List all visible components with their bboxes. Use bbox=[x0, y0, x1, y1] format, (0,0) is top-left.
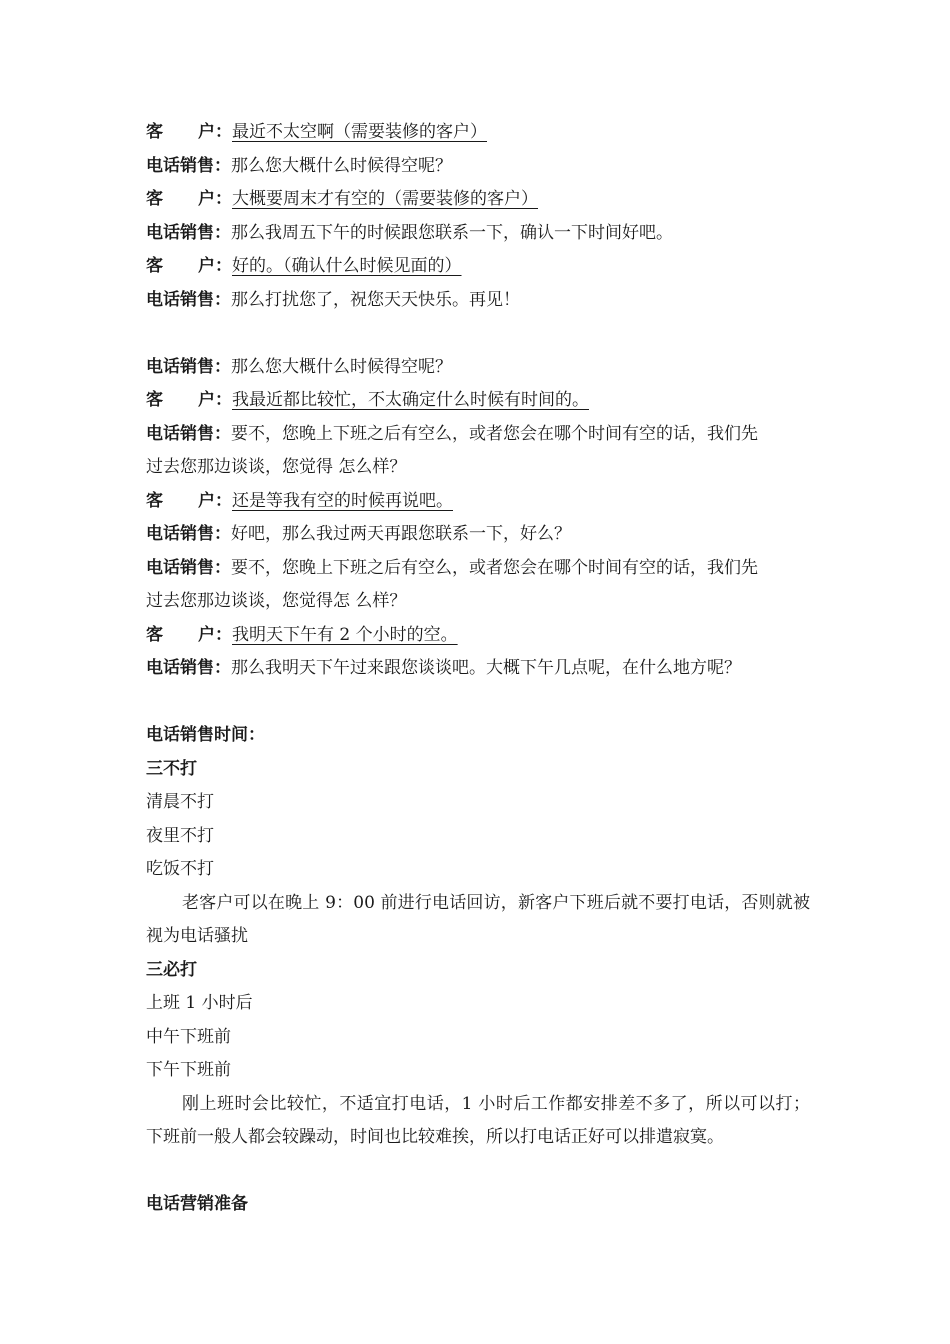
dialog-line bbox=[146, 384, 810, 418]
sales-line: 那么打扰您了，祝您天天快乐。再见！ bbox=[231, 289, 520, 310]
dialog-line bbox=[146, 116, 810, 150]
speaker-sales: 电话销售 bbox=[146, 222, 214, 243]
colon: ： bbox=[215, 624, 232, 645]
colon: ： bbox=[214, 289, 231, 310]
sales-line: 好吧，那么我过两天再跟您联系一下，好么？ bbox=[231, 524, 571, 544]
colon: ： bbox=[214, 155, 231, 176]
sales-line: 要不，您晚上下班之后有空么，或者您会在哪个时间有空的话，我们先 bbox=[231, 423, 758, 444]
customer-reply: 我明天下午有 2 个小时的空。 bbox=[232, 624, 458, 645]
speaker-sales: 电话销售 bbox=[146, 289, 214, 310]
colon: ： bbox=[215, 122, 232, 142]
colon: ： bbox=[214, 423, 231, 444]
sales-line: 要不，您晚上下班之后有空么，或者您会在哪个时间有空的话，我们先 bbox=[231, 557, 758, 578]
speaker-customer: 客 户 bbox=[146, 189, 215, 209]
speaker-customer: 客 户 bbox=[146, 490, 215, 511]
speaker-customer: 客 户 bbox=[146, 122, 215, 142]
colon: ： bbox=[214, 557, 231, 578]
speaker-sales: 电话销售 bbox=[146, 524, 214, 544]
colon: ： bbox=[215, 490, 232, 511]
speaker-sales: 电话销售 bbox=[146, 155, 214, 176]
list-item: 清晨不打 bbox=[146, 792, 214, 812]
dialog-line bbox=[146, 351, 810, 385]
colon: ： bbox=[214, 524, 231, 544]
list-item: 吃饭不打 bbox=[146, 859, 214, 879]
dialog-line bbox=[146, 552, 810, 586]
document-body bbox=[146, 116, 810, 1222]
dialog-line bbox=[146, 652, 810, 686]
customer-reply: 好的。（确认什么时候见面的） bbox=[232, 256, 462, 276]
list-item: 中午下班前 bbox=[146, 1026, 231, 1047]
paragraph-gap bbox=[146, 317, 810, 351]
customer-reply: 我最近都比较忙，不太确定什么时候有时间的。 bbox=[232, 390, 589, 410]
colon: ： bbox=[215, 189, 232, 209]
customer-reply: 大概要周末才有空的（需要装修的客户） bbox=[232, 189, 538, 209]
sales-line: 那么您大概什么时候得空呢？ bbox=[231, 356, 452, 377]
dialog-line bbox=[146, 284, 810, 318]
dialog-line bbox=[146, 217, 810, 251]
dialog-line bbox=[146, 619, 810, 653]
sales-line: 那么我明天下午过来跟您谈谈吧。大概下午几点呢，在什么地方呢？ bbox=[231, 658, 741, 678]
dialog-line bbox=[146, 150, 810, 184]
colon: ： bbox=[215, 256, 232, 276]
sales-line: 那么您大概什么时候得空呢？ bbox=[231, 155, 452, 176]
dialog-line-continued bbox=[146, 585, 810, 619]
list-item: 上班 1 小时后 bbox=[146, 993, 253, 1013]
dialog-line bbox=[146, 518, 810, 552]
speaker-sales: 电话销售 bbox=[146, 557, 214, 578]
section-heading-timing: 电话销售时间： bbox=[146, 725, 265, 745]
subheading-no-call: 三不打 bbox=[146, 758, 197, 779]
paragraph-gap bbox=[146, 686, 810, 720]
sales-line: 那么我周五下午的时候跟您联系一下，确认一下时间好吧。 bbox=[231, 222, 673, 243]
colon: ： bbox=[214, 222, 231, 243]
sales-line: 过去您那边谈谈，您觉得怎 么样？ bbox=[146, 591, 407, 611]
dialog-line bbox=[146, 418, 810, 452]
colon: ： bbox=[214, 658, 231, 678]
note-paragraph: 老客户可以在晚上 9：00 前进行电话回访，新客户下班后就不要打电话，否则就被视为电话骚扰 bbox=[146, 892, 810, 946]
dialog-line bbox=[146, 485, 810, 519]
colon: ： bbox=[214, 356, 231, 377]
list-item: 下午下班前 bbox=[146, 1060, 231, 1080]
subheading-must-call: 三必打 bbox=[146, 959, 197, 980]
section-heading-prep: 电话营销准备 bbox=[146, 1194, 248, 1214]
list-item: 夜里不打 bbox=[146, 825, 214, 846]
speaker-customer: 客 户 bbox=[146, 256, 215, 276]
customer-reply: 还是等我有空的时候再说吧。 bbox=[232, 490, 453, 511]
note-paragraph: 刚上班时会比较忙，不适宜打电话，1 小时后工作都安排差不多了，所以可以打；下班前一般人都会较躁动，时间也比较难挨，所以打电话正好可以排遣寂寞。 bbox=[146, 1093, 810, 1147]
dialog-line bbox=[146, 183, 810, 217]
customer-reply: 最近不太空啊（需要装修的客户） bbox=[232, 122, 487, 142]
dialog-line bbox=[146, 250, 810, 284]
speaker-sales: 电话销售 bbox=[146, 356, 214, 377]
paragraph-gap bbox=[146, 1155, 810, 1189]
speaker-customer: 客 户 bbox=[146, 390, 215, 410]
dialog-line-continued bbox=[146, 451, 810, 485]
speaker-sales: 电话销售 bbox=[146, 658, 214, 678]
sales-line: 过去您那边谈谈，您觉得 怎么样？ bbox=[146, 457, 407, 477]
colon: ： bbox=[215, 390, 232, 410]
speaker-customer: 客 户 bbox=[146, 624, 215, 645]
speaker-sales: 电话销售 bbox=[146, 423, 214, 444]
